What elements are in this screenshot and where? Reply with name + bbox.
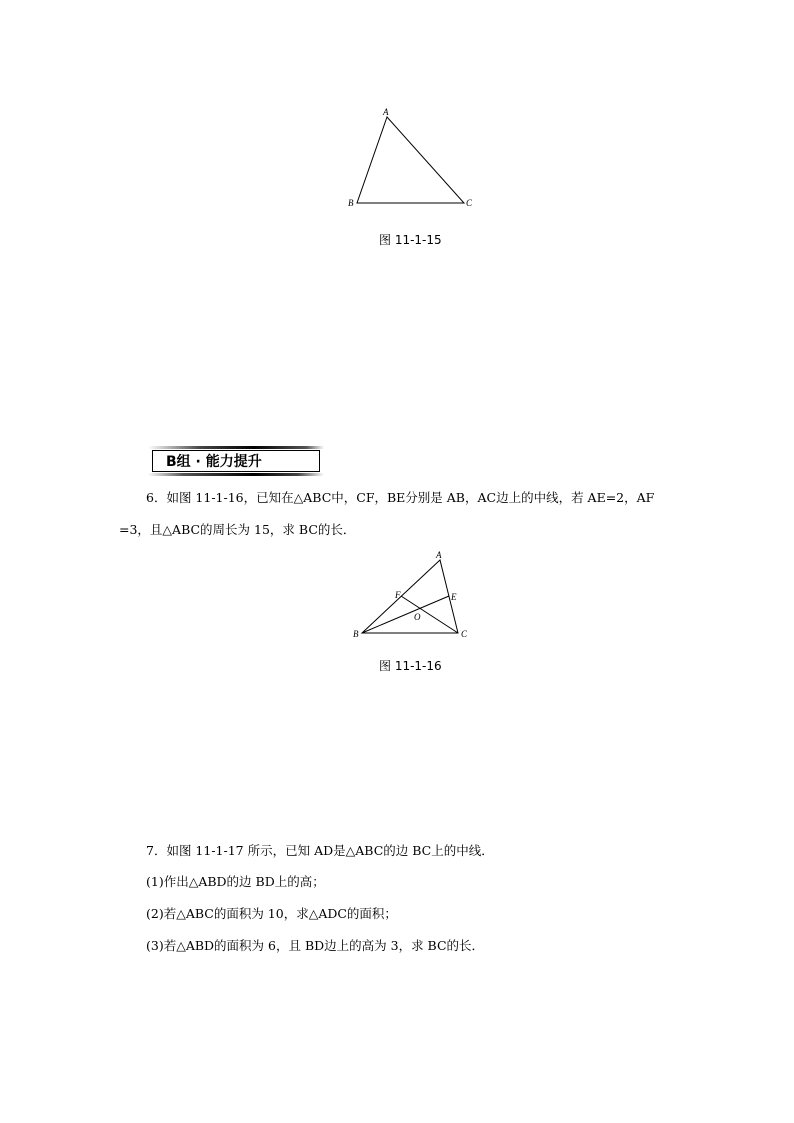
median-cf (401, 596, 458, 633)
figure-11-1-16 (348, 548, 472, 644)
point-label-o: O (414, 612, 421, 622)
problem-7-part-3: (3)若△ABD的面积为 6，且 BD边上的高为 3，求 BC的长． (146, 938, 485, 953)
median-be (362, 596, 449, 633)
triangle-abc-diagram (340, 104, 480, 214)
point-label-e: E (451, 592, 457, 602)
point-label-f: F (395, 590, 401, 600)
problem-7-part-1: (1)作出△ABD的边 BD上的高； (146, 874, 325, 889)
figure-caption-11-1-15: 图 11-1-15 (379, 233, 442, 247)
section-title: B组 · 能力提升 (166, 454, 262, 470)
vertex-label-b-16: B (353, 629, 359, 639)
vertex-label-c-16: C (461, 629, 468, 639)
problem-6-line-2: =3，且△ABC的周长为 15，求 BC的长． (119, 522, 356, 537)
vertex-label-a: A (383, 107, 389, 117)
banner-bottom-rule (148, 473, 324, 476)
figure-11-1-15 (340, 104, 480, 214)
section-banner (148, 446, 324, 476)
triangle-abc-16 (362, 560, 458, 633)
banner-top-rule (148, 446, 324, 449)
problem-7-part-2: (2)若△ABC的面积为 10，求△ADC的面积； (146, 906, 397, 921)
vertex-label-b: B (348, 198, 354, 208)
vertex-label-c: C (466, 198, 473, 208)
triangle-abc (357, 117, 464, 203)
vertex-label-a-16: A (436, 550, 442, 560)
problem-6-line-1: 6．如图 11-1-16，已知在△ABC中，CF，BE分别是 AB，AC边上的中线，若 AE=2，AF (146, 490, 655, 505)
problem-7-line-1: 7．如图 11-1-17 所示，已知 AD是△ABC的边 BC上的中线． (146, 843, 494, 858)
figure-caption-11-1-16: 图 11-1-16 (379, 659, 442, 673)
